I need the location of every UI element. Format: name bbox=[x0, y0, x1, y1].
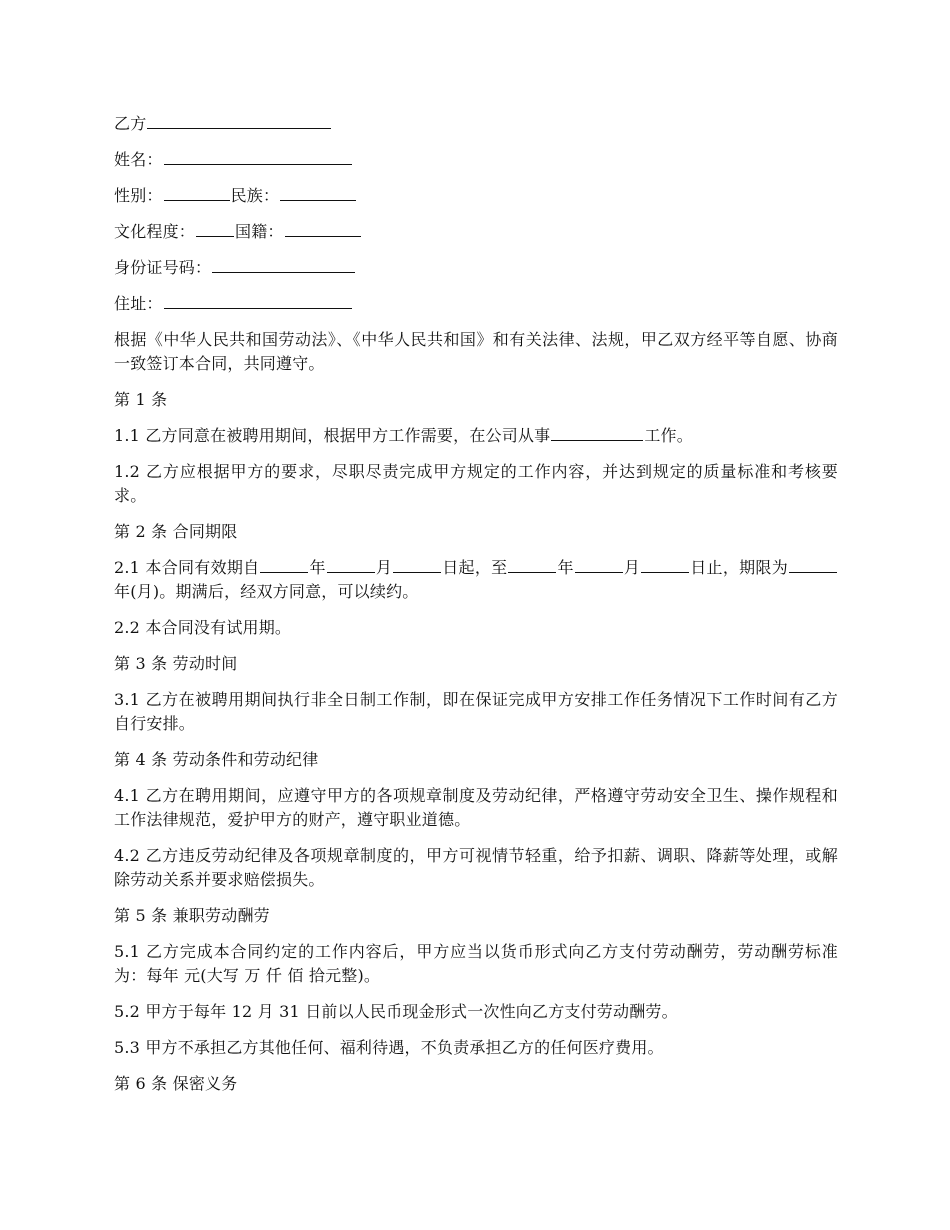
nationality-label: 国籍： bbox=[235, 222, 284, 241]
contract-body bbox=[114, 112, 838, 1108]
clause-2-1-start: 2.1 本合同有效期自 bbox=[114, 558, 260, 577]
address-blank[interactable] bbox=[164, 292, 352, 309]
gender-ethnicity-line bbox=[114, 184, 838, 208]
clause-1-1 bbox=[114, 424, 838, 448]
education-blank[interactable] bbox=[196, 220, 234, 237]
start-month-blank[interactable] bbox=[327, 556, 375, 573]
id-number-label: 身份证号码： bbox=[114, 258, 212, 277]
clause-5-1: 5.1 乙方完成本合同约定的工作内容后，甲方应当以货币形式向乙方支付劳动酬劳，劳动酬劳标准为：每年 元(大写 万 仟 佰 拾元整)。 bbox=[114, 942, 838, 985]
clause-2-2: 2.2 本合同没有试用期。 bbox=[114, 618, 292, 637]
intro-paragraph: 根据《中华人民共和国劳动法》、《中华人民共和国》和有关法律、法规，甲乙双方经平等自愿、协商一致签订本合同，共同遵守。 bbox=[114, 330, 838, 373]
end-day-blank[interactable] bbox=[641, 556, 689, 573]
clause-1-2: 1.2 乙方应根据甲方的要求，尽职尽责完成甲方规定的工作内容，并达到规定的质量标准和考核要求。 bbox=[114, 462, 838, 505]
job-blank[interactable] bbox=[551, 424, 643, 441]
start-day-blank[interactable] bbox=[393, 556, 441, 573]
id-number-blank[interactable] bbox=[212, 256, 355, 273]
ethnicity-blank[interactable] bbox=[280, 184, 356, 201]
year-unit: 年 bbox=[557, 558, 574, 577]
end-month-blank[interactable] bbox=[575, 556, 623, 573]
party-b-label: 乙方 bbox=[114, 114, 147, 133]
clause-1-1-text-before: 1.1 乙方同意在被聘用期间，根据甲方工作需要，在公司从事 bbox=[114, 426, 551, 445]
name-blank[interactable] bbox=[164, 148, 352, 165]
article-6-heading: 第 6 条 保密义务 bbox=[114, 1074, 238, 1093]
address-label: 住址： bbox=[114, 294, 163, 313]
address-line bbox=[114, 292, 838, 316]
clause-5-3: 5.3 甲方不承担乙方其他任何、福利待遇，不负责承担乙方的任何医疗费用。 bbox=[114, 1038, 664, 1057]
party-b-blank[interactable] bbox=[147, 112, 331, 129]
period-blank[interactable] bbox=[789, 556, 837, 573]
month-unit: 月 bbox=[623, 558, 641, 577]
name-label: 姓名： bbox=[114, 150, 163, 169]
gender-blank[interactable] bbox=[164, 184, 230, 201]
party-b-line bbox=[114, 112, 838, 136]
clause-5-2: 5.2 甲方于每年 12 月 31 日前以人民币现金形式一次性向乙方支付劳动酬劳。 bbox=[114, 1002, 678, 1021]
ethnicity-label: 民族： bbox=[230, 186, 280, 205]
clause-2-1 bbox=[114, 556, 838, 604]
start-year-blank[interactable] bbox=[260, 556, 308, 573]
name-line bbox=[114, 148, 838, 172]
clause-1-1-text-after: 工作。 bbox=[644, 426, 693, 445]
clause-4-2: 4.2 乙方违反劳动纪律及各项规章制度的，甲方可视情节轻重，给予扣薪、调职、降薪等处理，或解除劳动关系并要求赔偿损失。 bbox=[114, 846, 838, 889]
article-2-heading: 第 2 条 合同期限 bbox=[114, 522, 238, 541]
article-4-heading: 第 4 条 劳动条件和劳动纪律 bbox=[114, 750, 319, 769]
month-unit: 月 bbox=[375, 558, 393, 577]
education-label: 文化程度： bbox=[114, 222, 196, 241]
clause-3-1: 3.1 乙方在被聘用期间执行非全日制工作制，即在保证完成甲方安排工作任务情况下工作时间有乙方自行安排。 bbox=[114, 690, 838, 733]
article-1-heading: 第 1 条 bbox=[114, 390, 168, 409]
article-5-heading: 第 5 条 兼职劳动酬劳 bbox=[114, 906, 270, 925]
day-to-text: 日止，期限为 bbox=[690, 558, 788, 577]
id-number-line bbox=[114, 256, 838, 280]
year-unit: 年 bbox=[309, 558, 326, 577]
period-unit-text: 年(月)。期满后，经双方同意，可以续约。 bbox=[114, 582, 419, 601]
clause-4-1: 4.1 乙方在聘用期间，应遵守甲方的各项规章制度及劳动纪律，严格遵守劳动安全卫生、操作规程和工作法律规范，爱护甲方的财产，遵守职业道德。 bbox=[114, 786, 838, 829]
end-year-blank[interactable] bbox=[508, 556, 556, 573]
gender-label: 性别： bbox=[114, 186, 163, 205]
article-3-heading: 第 3 条 劳动时间 bbox=[114, 654, 238, 673]
nationality-blank[interactable] bbox=[285, 220, 361, 237]
day-from-text: 日起，至 bbox=[442, 558, 508, 577]
education-nationality-line bbox=[114, 220, 838, 244]
